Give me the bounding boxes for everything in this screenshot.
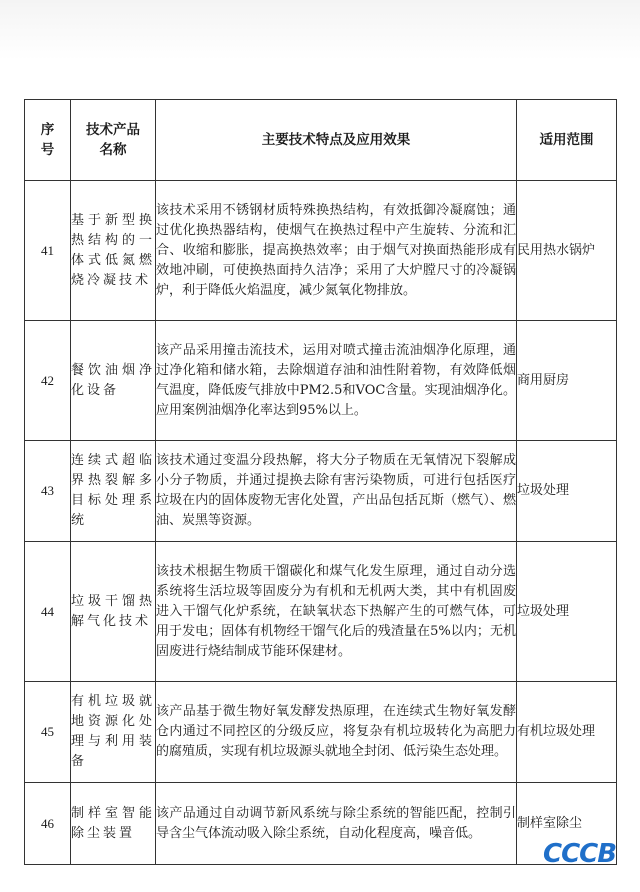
row-tech-name: 连续式超临界热裂解多目标处理系统 xyxy=(71,441,156,542)
row-tech-name: 餐饮油烟净化设备 xyxy=(71,321,156,441)
row-index: 45 xyxy=(25,682,71,783)
row-features: 该产品采用撞击流技术，运用对喷式撞击流油烟净化原理，通过净化箱和储水箱，去除烟道存油和油性附着物，有效降低烟气温度，降低废气排放中PM2.5和VOC含量。实现油烟净化。应用案例油烟净化率达到95%以上。 xyxy=(156,321,517,441)
row-scope: 制样室除尘 xyxy=(517,783,617,865)
table-row xyxy=(25,542,617,682)
row-scope: 垃圾处理 xyxy=(517,542,617,682)
table-row xyxy=(25,181,617,321)
row-tech-name: 制样室智能除尘装置 xyxy=(71,783,156,865)
header-features: 主要技术特点及应用效果 xyxy=(156,100,517,181)
row-features: 该技术通过变温分段热解，将大分子物质在无氧情况下裂解成小分子物质，并通过提换去除有害污染物质，可进行包括医疗垃圾在内的固体废物无害化处置，产出品包括瓦斯（燃气）、燃油、炭黑等资源。 xyxy=(156,441,517,542)
technology-table xyxy=(24,99,617,865)
header-scope: 适用范围 xyxy=(517,100,617,181)
row-index: 41 xyxy=(25,181,71,321)
header-name: 技术产品名称 xyxy=(71,100,156,181)
row-tech-name: 有机垃圾就地资源化处理与利用装备 xyxy=(71,682,156,783)
row-tech-name: 垃圾干馏热解气化技术 xyxy=(71,542,156,682)
table-row xyxy=(25,783,617,865)
row-scope: 有机垃圾处理 xyxy=(517,682,617,783)
row-features: 该技术采用不锈钢材质特殊换热结构，有效抵御冷凝腐蚀；通过优化换热器结构，使烟气在换热过程中产生旋转、分流和汇合、收缩和膨胀，提高换热效率；由于烟气对换面热能形成有效地冲刷，可使换热面持久洁净；采用了大炉膛尺寸的冷凝锅炉，利于降低火焰温度，减少氮氧化物排放。 xyxy=(156,181,517,321)
row-index: 44 xyxy=(25,542,71,682)
cccb-watermark-logo: CCCB xyxy=(543,839,617,869)
row-features: 该技术根据生物质干馏碳化和煤气化发生原理，通过自动分选系统将生活垃圾等固废分为有机和无机两大类，其中有机固废进入干馏气化炉系统，在缺氧状态下热解产生的可燃气体，可用于发电；固体有机物经干馏气化后的残渣量在5%以内；无机固废进行烧结制成节能环保建材。 xyxy=(156,542,517,682)
page-top-shade xyxy=(0,0,640,60)
row-tech-name: 基于新型换热结构的一体式低氮燃烧冷凝技术 xyxy=(71,181,156,321)
row-features: 该产品通过自动调节新风系统与除尘系统的智能匹配，控制引导含尘气体流动吸入除尘系统，自动化程度高，噪音低。 xyxy=(156,783,517,865)
table-row xyxy=(25,441,617,542)
row-scope: 商用厨房 xyxy=(517,321,617,441)
row-index: 46 xyxy=(25,783,71,865)
row-scope: 民用热水锅炉 xyxy=(517,181,617,321)
row-scope: 垃圾处理 xyxy=(517,441,617,542)
table-row xyxy=(25,321,617,441)
table-header-row xyxy=(25,100,617,181)
table-row xyxy=(25,682,617,783)
row-index: 42 xyxy=(25,321,71,441)
row-features: 该产品基于微生物好氧发酵发热原理，在连续式生物好氧发酵仓内通过不同控区的分级反应，将复杂有机垃圾转化为高肥力的腐殖质，实现有机垃圾源头就地全封闭、低污染生态处理。 xyxy=(156,682,517,783)
row-index: 43 xyxy=(25,441,71,542)
header-index: 序号 xyxy=(25,100,71,181)
